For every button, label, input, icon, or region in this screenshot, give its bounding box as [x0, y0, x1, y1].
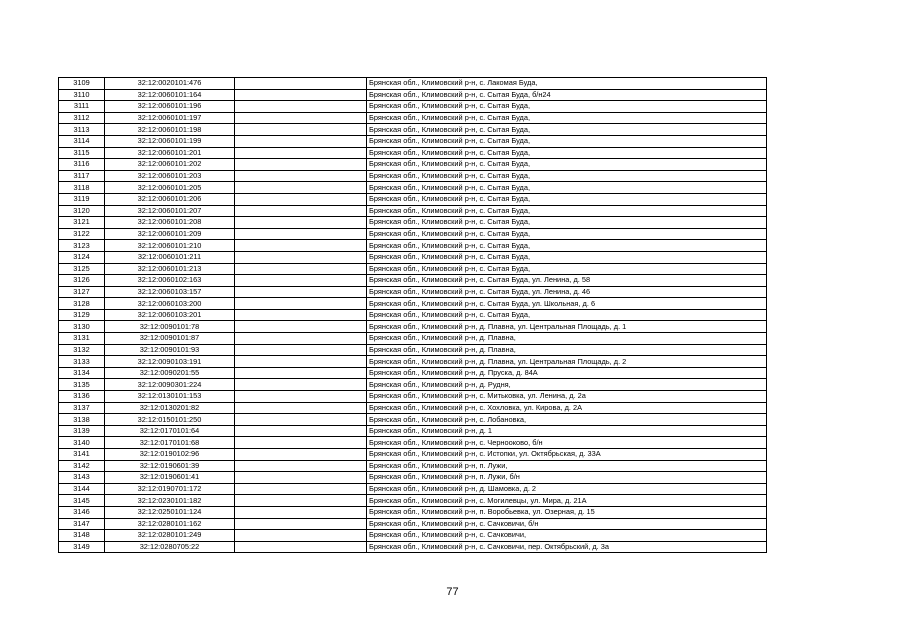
address-cell: Брянская обл., Климовский р-н, с. Митьковка, ул. Ленина, д. 2а: [367, 391, 767, 403]
row-number-cell: 3116: [59, 159, 105, 171]
empty-cell: [235, 506, 367, 518]
address-cell: Брянская обл., Климовский р-н, с. Сытая Буда, ул. Ленина, д. 46: [367, 286, 767, 298]
cadastral-number-cell: 32:12:0060101:211: [105, 251, 235, 263]
address-cell: Брянская обл., Климовский р-н, с. Сытая Буда,: [367, 193, 767, 205]
address-cell: Брянская обл., Климовский р-н, с. Сытая Буда,: [367, 240, 767, 252]
cadastral-number-cell: 32:12:0060103:200: [105, 298, 235, 310]
cadastral-number-cell: 32:12:0060101:209: [105, 228, 235, 240]
empty-cell: [235, 367, 367, 379]
cadastral-number-cell: 32:12:0130201:82: [105, 402, 235, 414]
table-row: [59, 205, 767, 217]
cadastral-number-cell: 32:12:0090301:224: [105, 379, 235, 391]
table-row: [59, 89, 767, 101]
row-number-cell: 3130: [59, 321, 105, 333]
cadastral-number-cell: 32:12:0090201:55: [105, 367, 235, 379]
row-number-cell: 3127: [59, 286, 105, 298]
empty-cell: [235, 170, 367, 182]
empty-cell: [235, 437, 367, 449]
table-row: [59, 541, 767, 553]
table-row: [59, 251, 767, 263]
address-cell: Брянская обл., Климовский р-н, с. Сытая Буда,: [367, 124, 767, 136]
empty-cell: [235, 286, 367, 298]
table-row: [59, 495, 767, 507]
address-cell: Брянская обл., Климовский р-н, д. Шамовка, д. 2: [367, 483, 767, 495]
empty-cell: [235, 414, 367, 426]
cadastral-number-cell: 32:12:0060103:157: [105, 286, 235, 298]
row-number-cell: 3111: [59, 101, 105, 113]
table-row: [59, 483, 767, 495]
row-number-cell: 3148: [59, 530, 105, 542]
cadastral-number-cell: 32:12:0060101:205: [105, 182, 235, 194]
empty-cell: [235, 182, 367, 194]
row-number-cell: 3110: [59, 89, 105, 101]
address-cell: Брянская обл., Климовский р-н, д. Плавна,: [367, 344, 767, 356]
cadastral-number-cell: 32:12:0060101:203: [105, 170, 235, 182]
address-cell: Брянская обл., Климовский р-н, с. Сытая Буда,: [367, 159, 767, 171]
table-row: [59, 298, 767, 310]
table-row: [59, 159, 767, 171]
cadastral-number-cell: 32:12:0060101:196: [105, 101, 235, 113]
row-number-cell: 3128: [59, 298, 105, 310]
row-number-cell: 3112: [59, 112, 105, 124]
address-cell: Брянская обл., Климовский р-н, д. Плавна, ул. Центральная Площадь, д. 2: [367, 356, 767, 368]
table-row: [59, 391, 767, 403]
cadastral-number-cell: 32:12:0170101:64: [105, 425, 235, 437]
cadastral-number-cell: 32:12:0090101:87: [105, 333, 235, 345]
address-cell: Брянская обл., Климовский р-н, с. Сачковичи, б/н: [367, 518, 767, 530]
address-cell: Брянская обл., Климовский р-н, с. Сытая Буда,: [367, 170, 767, 182]
cadastral-number-cell: 32:12:0060101:207: [105, 205, 235, 217]
cadastral-number-cell: 32:12:0060103:201: [105, 309, 235, 321]
address-cell: Брянская обл., Климовский р-н, с. Сытая Буда,: [367, 205, 767, 217]
address-cell: Брянская обл., Климовский р-н, с. Сытая Буда, ул. Ленина, д. 58: [367, 275, 767, 287]
table-row: [59, 112, 767, 124]
row-number-cell: 3113: [59, 124, 105, 136]
address-cell: Брянская обл., Климовский р-н, п. Воробьевка, ул. Озерная, д. 15: [367, 506, 767, 518]
empty-cell: [235, 460, 367, 472]
empty-cell: [235, 333, 367, 345]
empty-cell: [235, 483, 367, 495]
cadastral-number-cell: 32:12:0060101:206: [105, 193, 235, 205]
table-row: [59, 182, 767, 194]
row-number-cell: 3133: [59, 356, 105, 368]
row-number-cell: 3120: [59, 205, 105, 217]
row-number-cell: 3136: [59, 391, 105, 403]
registry-table: [58, 77, 767, 553]
empty-cell: [235, 495, 367, 507]
row-number-cell: 3137: [59, 402, 105, 414]
address-cell: Брянская обл., Климовский р-н, с. Сытая Буда, ул. Школьная, д. 6: [367, 298, 767, 310]
cadastral-number-cell: 32:12:0190701:172: [105, 483, 235, 495]
empty-cell: [235, 425, 367, 437]
address-cell: Брянская обл., Климовский р-н, с. Сытая Буда,: [367, 251, 767, 263]
table-row: [59, 333, 767, 345]
table-row: [59, 135, 767, 147]
address-cell: Брянская обл., Климовский р-н, д. 1: [367, 425, 767, 437]
cadastral-number-cell: 32:12:0280101:249: [105, 530, 235, 542]
row-number-cell: 3135: [59, 379, 105, 391]
page-number: 77: [446, 586, 459, 598]
cadastral-number-cell: 32:12:0130101:153: [105, 391, 235, 403]
table-row: [59, 414, 767, 426]
empty-cell: [235, 78, 367, 90]
row-number-cell: 3132: [59, 344, 105, 356]
table-row: [59, 321, 767, 333]
address-cell: Брянская обл., Климовский р-н, д. Плавна,: [367, 333, 767, 345]
empty-cell: [235, 159, 367, 171]
empty-cell: [235, 298, 367, 310]
table-row: [59, 275, 767, 287]
cadastral-number-cell: 32:12:0090103:191: [105, 356, 235, 368]
table-row: [59, 518, 767, 530]
cadastral-number-cell: 32:12:0090101:93: [105, 344, 235, 356]
table-row: [59, 356, 767, 368]
address-cell: Брянская обл., Климовский р-н, с. Чернооково, б/н: [367, 437, 767, 449]
table-row: [59, 402, 767, 414]
empty-cell: [235, 344, 367, 356]
address-cell: Брянская обл., Климовский р-н, с. Сачковичи, пер. Октябрьский, д. 3а: [367, 541, 767, 553]
table-row: [59, 449, 767, 461]
row-number-cell: 3143: [59, 472, 105, 484]
table-row: [59, 78, 767, 90]
table-row: [59, 379, 767, 391]
row-number-cell: 3141: [59, 449, 105, 461]
empty-cell: [235, 101, 367, 113]
empty-cell: [235, 112, 367, 124]
table-row: [59, 147, 767, 159]
empty-cell: [235, 217, 367, 229]
cadastral-number-cell: 32:12:0150101:250: [105, 414, 235, 426]
address-cell: Брянская обл., Климовский р-н, с. Могилевцы, ул. Мира, д. 21А: [367, 495, 767, 507]
empty-cell: [235, 449, 367, 461]
cadastral-number-cell: 32:12:0190601:41: [105, 472, 235, 484]
cadastral-number-cell: 32:12:0060101:199: [105, 135, 235, 147]
empty-cell: [235, 541, 367, 553]
empty-cell: [235, 321, 367, 333]
address-cell: Брянская обл., Климовский р-н, п. Лужи, б/н: [367, 472, 767, 484]
empty-cell: [235, 391, 367, 403]
address-cell: Брянская обл., Климовский р-н, с. Сытая Буда, б/н24: [367, 89, 767, 101]
address-cell: Брянская обл., Климовский р-н, п. Лужи,: [367, 460, 767, 472]
table-row: [59, 530, 767, 542]
table-row: [59, 309, 767, 321]
table-row: [59, 263, 767, 275]
empty-cell: [235, 472, 367, 484]
cadastral-number-cell: 32:12:0060101:210: [105, 240, 235, 252]
table-row: [59, 472, 767, 484]
table-row: [59, 425, 767, 437]
address-cell: Брянская обл., Климовский р-н, с. Сытая Буда,: [367, 309, 767, 321]
address-cell: Брянская обл., Климовский р-н, с. Сачковичи,: [367, 530, 767, 542]
empty-cell: [235, 193, 367, 205]
row-number-cell: 3121: [59, 217, 105, 229]
table-row: [59, 228, 767, 240]
row-number-cell: 3134: [59, 367, 105, 379]
registry-table-body: [59, 78, 767, 553]
table-row: [59, 437, 767, 449]
row-number-cell: 3145: [59, 495, 105, 507]
empty-cell: [235, 518, 367, 530]
empty-cell: [235, 89, 367, 101]
row-number-cell: 3122: [59, 228, 105, 240]
address-cell: Брянская обл., Климовский р-н, с. Сытая Буда,: [367, 112, 767, 124]
cadastral-number-cell: 32:12:0190102:96: [105, 449, 235, 461]
empty-cell: [235, 263, 367, 275]
address-cell: Брянская обл., Климовский р-н, с. Сытая Буда,: [367, 263, 767, 275]
empty-cell: [235, 530, 367, 542]
table-row: [59, 286, 767, 298]
address-cell: Брянская обл., Климовский р-н, д. Плавна, ул. Центральная Площадь, д. 1: [367, 321, 767, 333]
empty-cell: [235, 379, 367, 391]
address-cell: Брянская обл., Климовский р-н, с. Лакомая Буда,: [367, 78, 767, 90]
cadastral-number-cell: 32:12:0060101:197: [105, 112, 235, 124]
address-cell: Брянская обл., Климовский р-н, с. Сытая Буда,: [367, 147, 767, 159]
cadastral-number-cell: 32:12:0060101:208: [105, 217, 235, 229]
row-number-cell: 3142: [59, 460, 105, 472]
empty-cell: [235, 228, 367, 240]
cadastral-number-cell: 32:12:0280101:162: [105, 518, 235, 530]
address-cell: Брянская обл., Климовский р-н, с. Сытая Буда,: [367, 228, 767, 240]
address-cell: Брянская обл., Климовский р-н, с. Сытая Буда,: [367, 182, 767, 194]
row-number-cell: 3115: [59, 147, 105, 159]
cadastral-number-cell: 32:12:0060101:201: [105, 147, 235, 159]
row-number-cell: 3140: [59, 437, 105, 449]
cadastral-number-cell: 32:12:0060101:198: [105, 124, 235, 136]
empty-cell: [235, 309, 367, 321]
empty-cell: [235, 402, 367, 414]
row-number-cell: 3124: [59, 251, 105, 263]
row-number-cell: 3131: [59, 333, 105, 345]
address-cell: Брянская обл., Климовский р-н, с. Хохловка, ул. Кирова, д. 2А: [367, 402, 767, 414]
row-number-cell: 3117: [59, 170, 105, 182]
cadastral-number-cell: 32:12:0090101:78: [105, 321, 235, 333]
cadastral-number-cell: 32:12:0060101:164: [105, 89, 235, 101]
cadastral-number-cell: 32:12:0060102:163: [105, 275, 235, 287]
address-cell: Брянская обл., Климовский р-н, д. Рудня,: [367, 379, 767, 391]
cadastral-number-cell: 32:12:0230101:182: [105, 495, 235, 507]
table-row: [59, 367, 767, 379]
cadastral-number-cell: 32:12:0250101:124: [105, 506, 235, 518]
row-number-cell: 3123: [59, 240, 105, 252]
cadastral-number-cell: 32:12:0280705:22: [105, 541, 235, 553]
address-cell: Брянская обл., Климовский р-н, д. Пруска, д. 84А: [367, 367, 767, 379]
row-number-cell: 3139: [59, 425, 105, 437]
table-row: [59, 217, 767, 229]
cadastral-number-cell: 32:12:0190601:39: [105, 460, 235, 472]
row-number-cell: 3146: [59, 506, 105, 518]
cadastral-number-cell: 32:12:0060101:213: [105, 263, 235, 275]
empty-cell: [235, 124, 367, 136]
empty-cell: [235, 147, 367, 159]
row-number-cell: 3109: [59, 78, 105, 90]
table-row: [59, 193, 767, 205]
row-number-cell: 3138: [59, 414, 105, 426]
empty-cell: [235, 251, 367, 263]
row-number-cell: 3126: [59, 275, 105, 287]
row-number-cell: 3114: [59, 135, 105, 147]
address-cell: Брянская обл., Климовский р-н, с. Истопки, ул. Октябрьская, д. 33А: [367, 449, 767, 461]
empty-cell: [235, 275, 367, 287]
table-row: [59, 460, 767, 472]
row-number-cell: 3118: [59, 182, 105, 194]
table-row: [59, 170, 767, 182]
empty-cell: [235, 356, 367, 368]
cadastral-number-cell: 32:12:0020101:476: [105, 78, 235, 90]
table-row: [59, 506, 767, 518]
empty-cell: [235, 205, 367, 217]
row-number-cell: 3144: [59, 483, 105, 495]
empty-cell: [235, 240, 367, 252]
table-row: [59, 240, 767, 252]
row-number-cell: 3119: [59, 193, 105, 205]
row-number-cell: 3125: [59, 263, 105, 275]
address-cell: Брянская обл., Климовский р-н, с. Лобановка,: [367, 414, 767, 426]
address-cell: Брянская обл., Климовский р-н, с. Сытая Буда,: [367, 101, 767, 113]
address-cell: Брянская обл., Климовский р-н, с. Сытая Буда,: [367, 217, 767, 229]
table-row: [59, 344, 767, 356]
address-cell: Брянская обл., Климовский р-н, с. Сытая Буда,: [367, 135, 767, 147]
row-number-cell: 3147: [59, 518, 105, 530]
cadastral-number-cell: 32:12:0060101:202: [105, 159, 235, 171]
table-row: [59, 124, 767, 136]
empty-cell: [235, 135, 367, 147]
row-number-cell: 3149: [59, 541, 105, 553]
row-number-cell: 3129: [59, 309, 105, 321]
cadastral-number-cell: 32:12:0170101:68: [105, 437, 235, 449]
table-row: [59, 101, 767, 113]
